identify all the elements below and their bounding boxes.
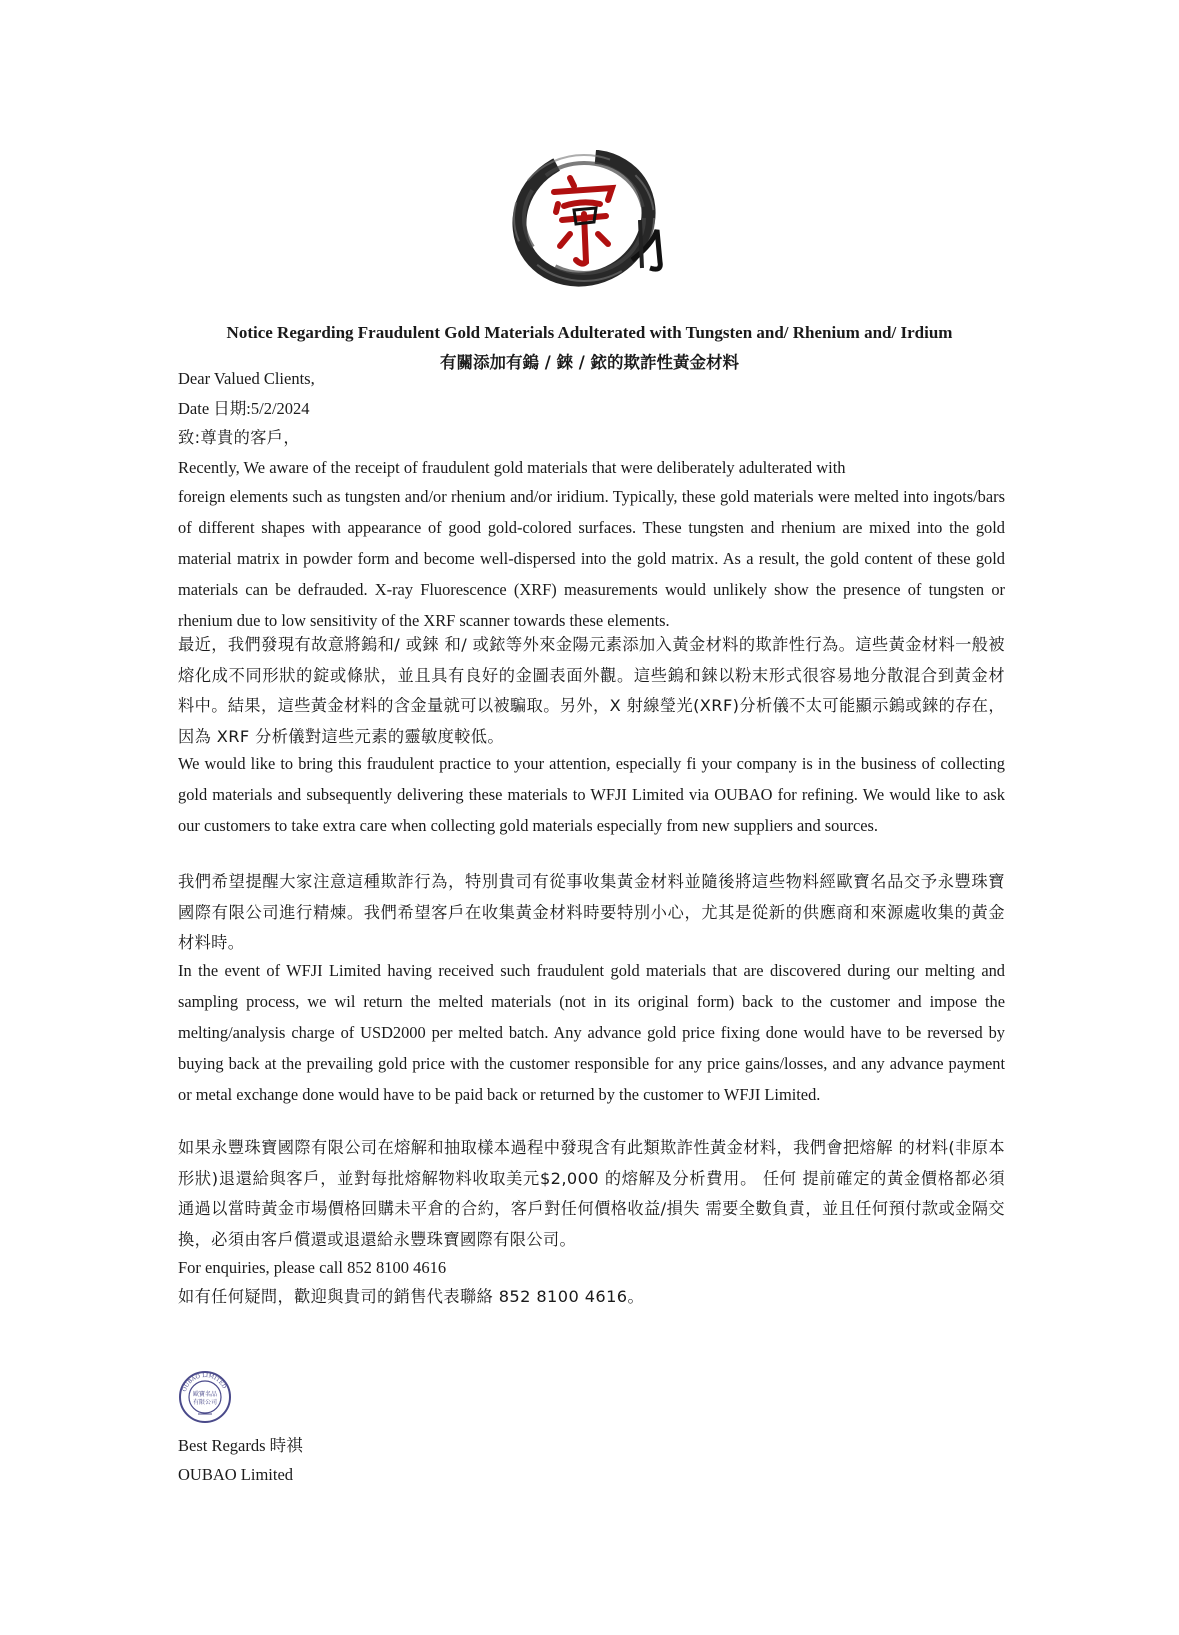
ink-circle-calligraphy-logo <box>512 150 672 290</box>
enquiry-zh: 如有任何疑問，歡迎與貴司的銷售代表聯絡 852 8100 4616。 <box>178 1287 645 1306</box>
enquiry-en: For enquiries, please call 852 8100 4616 <box>178 1258 447 1277</box>
svg-text:歐寶名品: 歐寶名品 <box>192 1391 218 1398</box>
paragraph-2-en: We would like to bring this fraudulent practice to your attention, especially fi your company is in the business of collecting gold materials and subsequently delivering these materials to WFJI Limited via OUBAO for refining. We would like to ask our customers to take extra care when collecting gold materials especially from new suppliers and sources. <box>178 754 1005 835</box>
company-seal <box>178 1370 232 1424</box>
company-name: OUBAO Limited <box>178 1465 294 1484</box>
signoff: Best Regards 時祺 <box>178 1436 303 1455</box>
date-line: Date 日期:5/2/2024 <box>178 399 310 418</box>
notice-title-zh: 有關添加有鎢 / 錸 / 銥的欺詐性黃金材料 <box>439 353 740 372</box>
paragraph-1-first-line: Recently, We aware of the receipt of fraudulent gold materials that were deliberately adulterated with <box>178 458 846 477</box>
notice-title-en: Notice Regarding Fraudulent Gold Materials Adulterated with Tungsten and/ Rhenium and/ Irdium <box>226 323 953 342</box>
paragraph-1-zh: 最近，我們發現有故意將鎢和/ 或錸 和/ 或銥等外來金陽元素添加入黃金材料的欺詐性行為。這些黃金材料一般被熔化成不同形狀的錠或條狀，並且具有良好的金圖表面外觀。這些鎢和錸以粉末形式很容易地分散混合到黃金材料中。結果，這些黃金材料的含金量就可以被騙取。另外，X 射線瑩光(XRF)分析儀不太可能顯示鎢或錸的存在，因為 XRF 分析儀對這些元素的靈敏度較低。 <box>178 635 1005 746</box>
greeting: Dear Valued Clients, <box>178 369 315 388</box>
paragraph-3-en: In the event of WFJI Limited having received such fraudulent gold materials that are discovered during our melting and sampling process, we wil return the melted materials (not in its original form) back to the customer and impose the melting/analysis charge of USD2000 per melted batch. Any advance gold price fixing done would have to be reversed by buying back at the prevailing gold price with the customer responsible for any price gains/losses, and any advance payment or metal exchange done would have to be paid back or returned by the customer to WFJI Limited. <box>178 961 1005 1104</box>
paragraph-2-zh: 我們希望提醒大家注意這種欺詐行為，特別貴司有從事收集黃金材料並隨後將這些物料經歐寶名品交予永豐珠寶國際有限公司進行精煉。我們希望客戶在收集黃金材料時要特別小心，尤其是從新的供應商和來源處收集的黃金材料時。 <box>178 872 1005 952</box>
paragraph-3-zh: 如果永豐珠寶國際有限公司在熔解和抽取樣本過程中發現含有此類欺詐性黃金材料，我們會把熔解 的材料(非原本形狀)退還給與客戶，並對每批熔解物料收取美元$2,000 的熔解及分析費用。 任何 提前確定的黃金價格都必須通過以當時黃金市場價格回購未平倉的合約，客戶對任何價格收益/損失 需要全數負責，並且任何預付款或金隔交換，必須由客戶償還或退還給永豐珠寶國際有限公司。 <box>178 1138 1005 1249</box>
svg-text:OUBAO LIMITED: OUBAO LIMITED <box>181 1372 227 1393</box>
paragraph-1-en: foreign elements such as tungsten and/or rhenium and/or iridium. Typically, these gold materials were melted into ingots/bars of different shapes with appearance of good gold-colored surfaces. These tungsten and rhenium are mixed into the gold material matrix in powder form and become well-dispersed into the gold matrix. As a result, the gold content of these gold materials can be defrauded. X-ray Fluorescence (XRF) measurements would unlikely show the presence of tungsten or rhenium due to low sensitivity of the XRF scanner towards these elements. <box>178 487 1005 630</box>
greeting-zh: 致:尊貴的客戶， <box>178 428 300 447</box>
svg-text:有限公司: 有限公司 <box>192 1399 218 1406</box>
